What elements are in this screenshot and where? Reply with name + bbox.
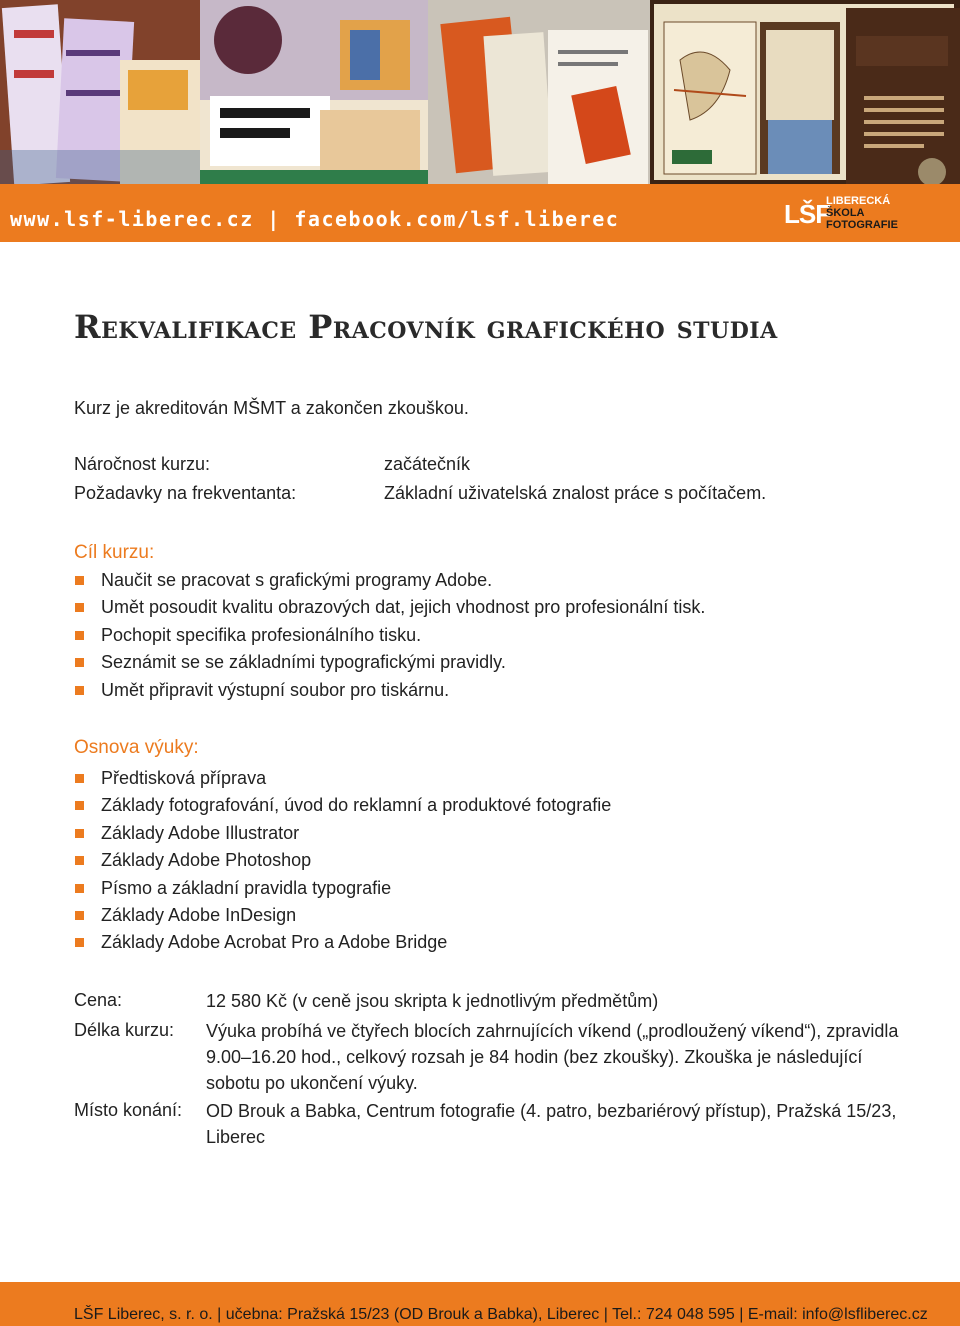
- list-item: Základy fotografování, úvod do reklamní a produktové fotografie: [74, 792, 611, 819]
- list-item: Seznámit se se základními typografickými pravidly.: [74, 649, 705, 676]
- logo-line-3: FOTOGRAFIE: [826, 219, 898, 231]
- bullet-square-icon: [75, 603, 84, 612]
- booklets-photo: [200, 0, 428, 184]
- list-item: Základy Adobe Acrobat Pro a Adobe Bridge: [74, 929, 611, 956]
- list-item: Základy Adobe Illustrator: [74, 820, 611, 847]
- list-item: Pochopit specifika profesionálního tisku.: [74, 622, 705, 649]
- requirements-label: Požadavky na frekventanta:: [74, 483, 297, 503]
- bullet-square-icon: [75, 829, 84, 838]
- logo-line-1: LIBERECKÁ: [826, 195, 891, 207]
- difficulty-label: Náročnost kurzu:: [74, 454, 211, 474]
- school-logo: [784, 193, 904, 233]
- list-item: Předtisková příprava: [74, 765, 611, 792]
- list-item: Umět posoudit kvalitu obrazových dat, jejich vhodnost pro profesionální tisk.: [74, 594, 705, 621]
- bullet-square-icon: [75, 631, 84, 640]
- logo-line-2: ŠKOLA: [826, 207, 865, 219]
- bullet-square-icon: [75, 938, 84, 947]
- syllabus-list: [74, 765, 611, 957]
- intro-text: Kurz je akreditován MŠMT a zakončen zkouškou.: [74, 398, 469, 418]
- flyers-photo: [0, 0, 200, 184]
- requirements-value: Základní uživatelská znalost práce s počítačem.: [384, 483, 767, 503]
- syllabus-heading: Osnova výuky:: [74, 737, 199, 758]
- bullet-square-icon: [75, 801, 84, 810]
- footer-contact: LŠF Liberec, s. r. o. | učebna: Pražská 15/23 (OD Brouk a Babka), Liberec | Tel.: 724 048 595 | E-mail: info@lsfliberec.cz: [74, 1306, 928, 1323]
- list-item: Umět připravit výstupní soubor pro tiskárnu.: [74, 677, 705, 704]
- page-title: Rekvalifikace Pracovník grafického studia: [74, 308, 778, 346]
- list-item: Základy Adobe InDesign: [74, 902, 611, 929]
- list-item: Naučit se pracovat s grafickými programy Adobe.: [74, 567, 705, 594]
- bullet-square-icon: [75, 774, 84, 783]
- length-value: Výuka probíhá ve čtyřech blocích zahrnujících víkend („prodloužený víkend“), zpravidla 9.00–16.20 hod., celkový rozsah je 84 hodin (bez zkoušky). Zkouška je následující sobotu po ukončení výuky.: [206, 1021, 899, 1093]
- bullet-square-icon: [75, 658, 84, 667]
- bullet-square-icon: [75, 576, 84, 585]
- web-links[interactable]: www.lsf-liberec.cz | facebook.com/lsf.liberec: [10, 207, 620, 231]
- venue-value: OD Brouk a Babka, Centrum fotografie (4. patro, bezbariérový přístup), Pražská 15/23, Liberec: [206, 1101, 897, 1147]
- price-label: Cena:: [74, 990, 123, 1010]
- bullet-square-icon: [75, 911, 84, 920]
- venue-label: Místo konání:: [74, 1100, 183, 1120]
- header-photo-banner: [0, 0, 960, 184]
- list-item: Písmo a základní pravidla typografie: [74, 875, 611, 902]
- bullet-square-icon: [75, 884, 84, 893]
- price-value: 12 580 Kč (v ceně jsou skripta k jednotlivým předmětům): [206, 991, 659, 1011]
- goals-heading: Cíl kurzu:: [74, 542, 155, 563]
- battle-leaflet-photo: [650, 0, 960, 184]
- length-label: Délka kurzu:: [74, 1020, 175, 1040]
- difficulty-value: začátečník: [384, 454, 471, 474]
- goals-list: [74, 567, 705, 704]
- bullet-square-icon: [75, 856, 84, 865]
- map-brochure-photo: [428, 0, 650, 184]
- list-item: Základy Adobe Photoshop: [74, 847, 611, 874]
- bullet-square-icon: [75, 686, 84, 695]
- logo-mark: LŠF: [784, 199, 831, 229]
